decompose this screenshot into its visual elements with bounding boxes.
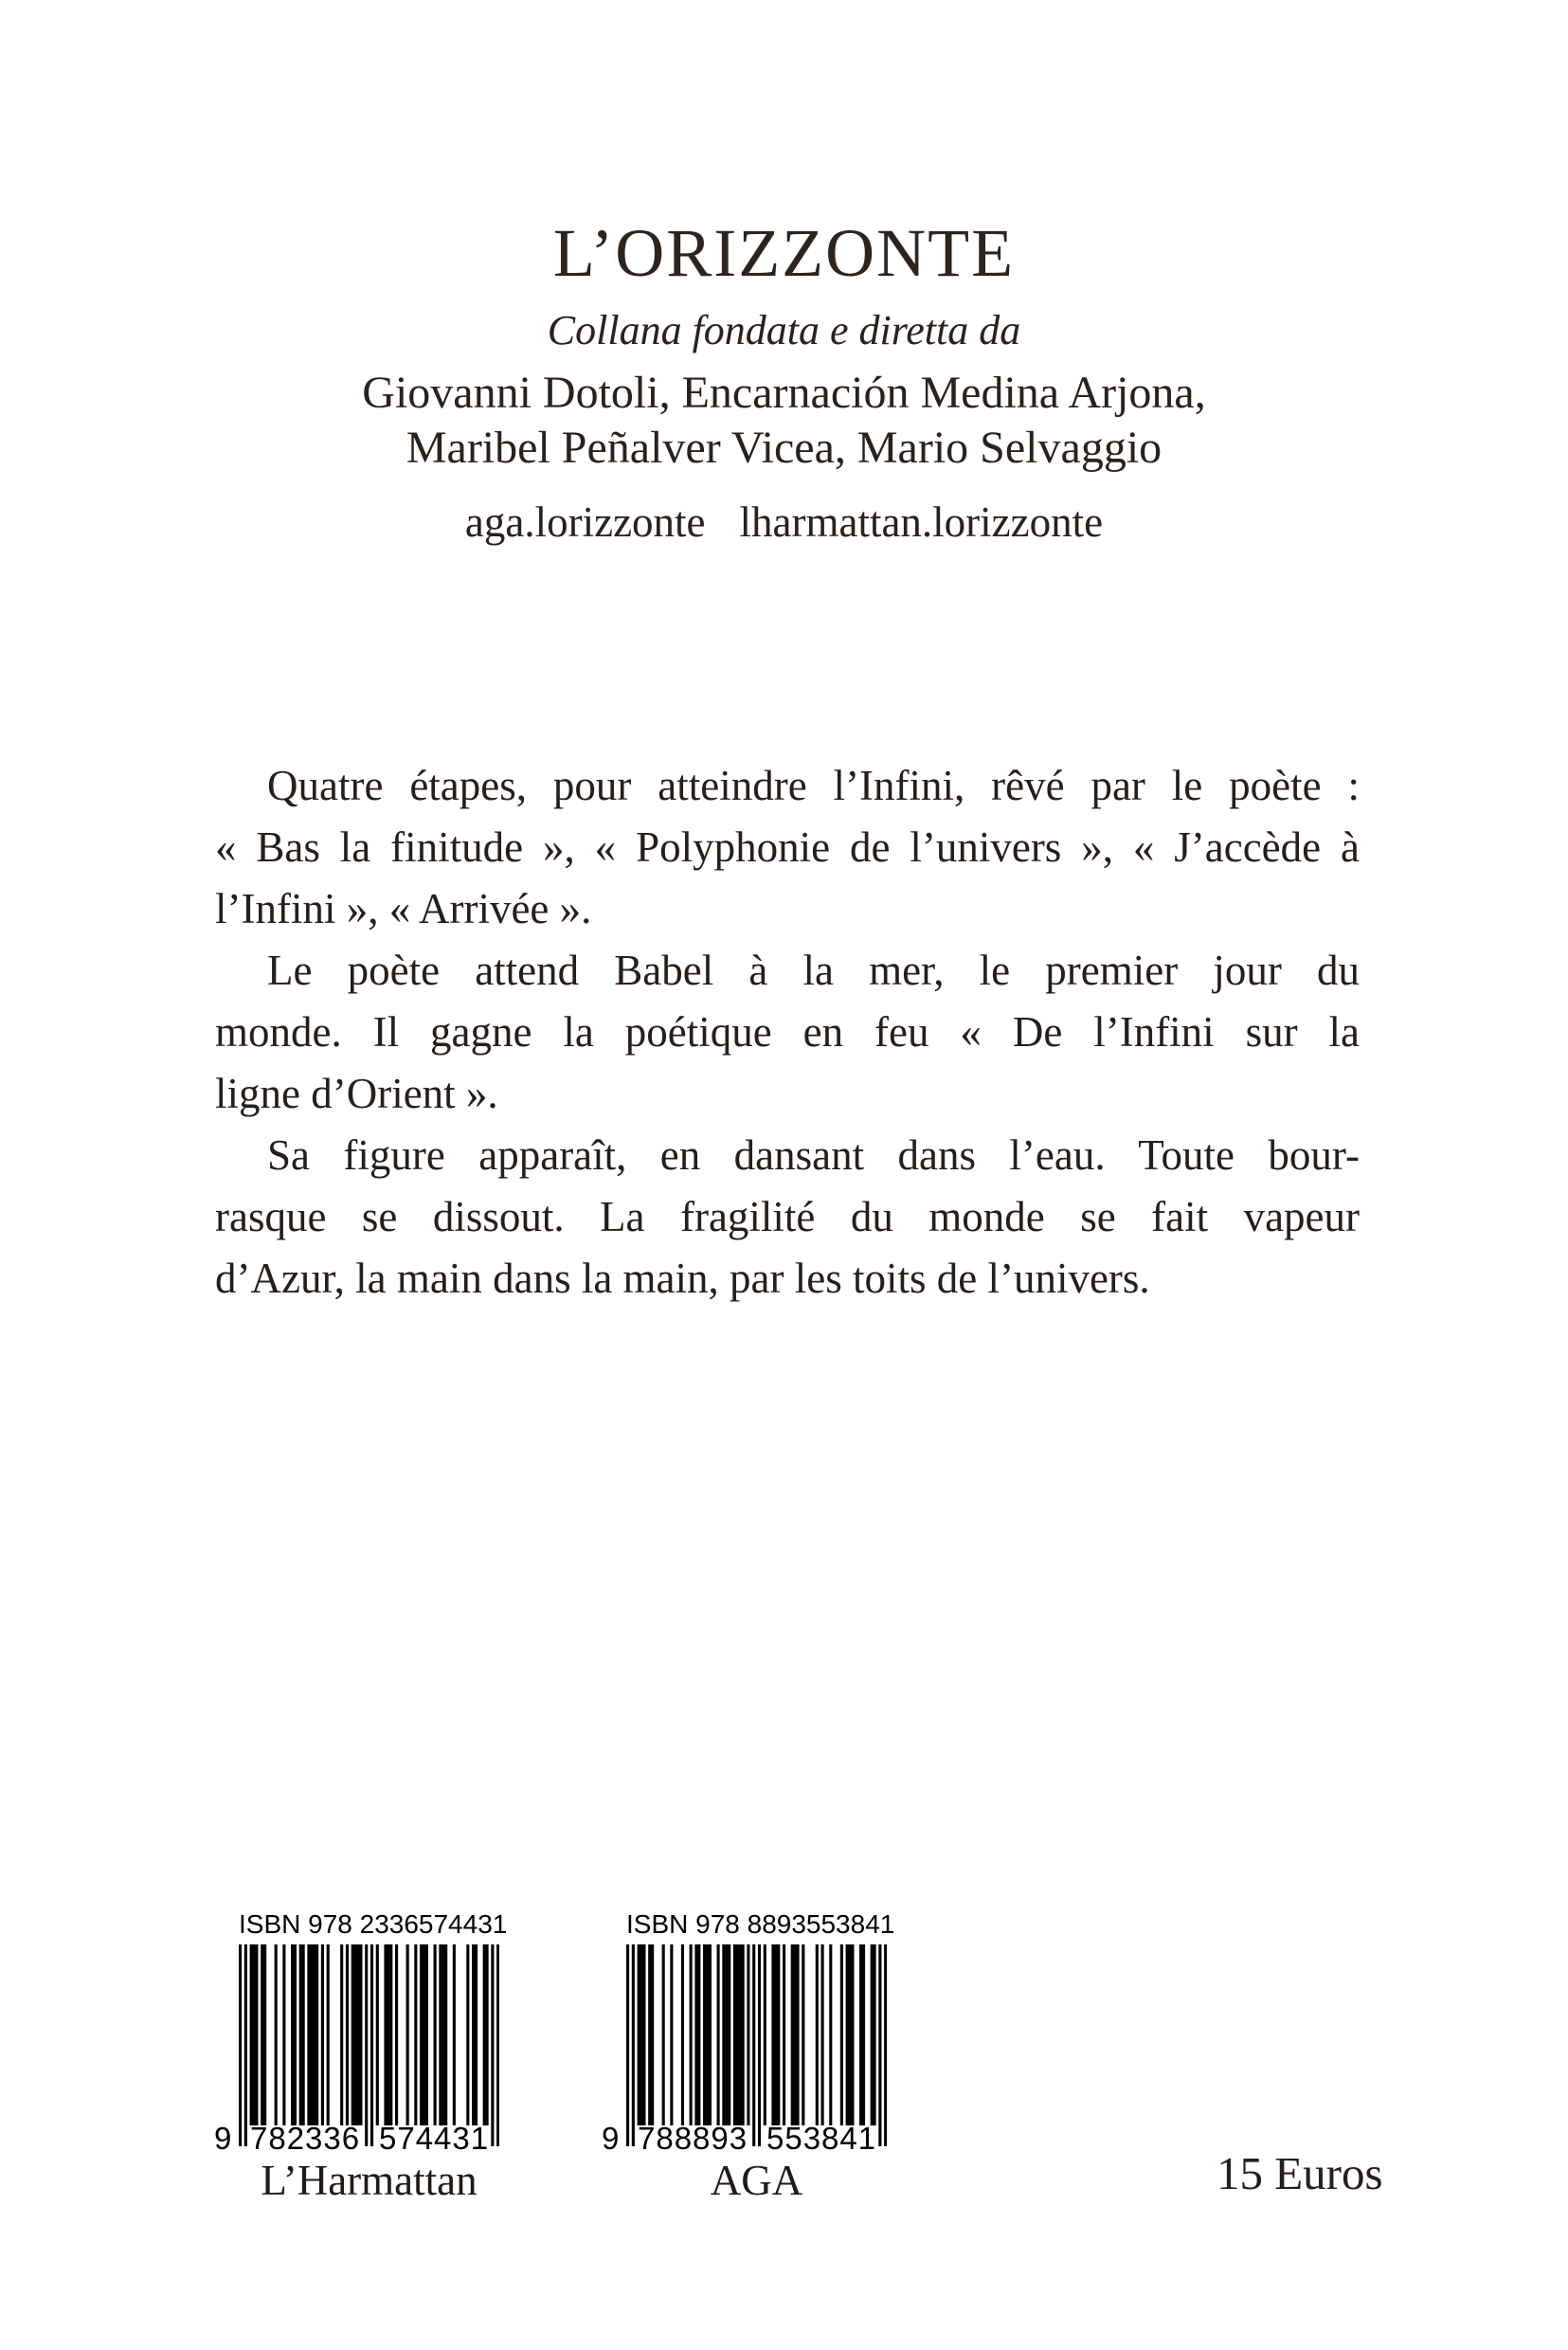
blurb-line: « Bas la finitude », « Polyphonie de l’univers », « J’accède à [215, 823, 1360, 871]
blurb-line: rasque se dissout. La fragilité du monde se fait vapeur [215, 1193, 1360, 1240]
blurb-line: d’Azur, la main dans la main, par les toits de l’univers. [215, 1255, 1150, 1302]
barcode-digit-group: 782336 [250, 2121, 361, 2156]
price-label: 15 Euros [1217, 2147, 1383, 2199]
barcode-block-aga [602, 1909, 895, 2204]
blurb-line: l’Infini », « Arrivée ». [215, 885, 592, 932]
blurb-line: Sa figure apparaît, en dansant dans l’eau. Toute bour- [267, 1131, 1360, 1179]
series-title: L’ORIZZONTE [552, 215, 1016, 291]
isbn-caption: ISBN 978 8893553841 [626, 1909, 895, 1939]
publisher-label-harmattan: L’Harmattan [261, 2157, 478, 2204]
barcode-digit-lead: 9 [602, 2121, 620, 2156]
publisher-label-aga: AGA [710, 2157, 803, 2204]
directors-line-1: Giovanni Dotoli, Encarnación Medina Arjona, [362, 368, 1206, 418]
link-lharmattan-lorizzonte: lharmattan.lorizzonte [739, 498, 1104, 546]
barcode-digit-group: 788893 [638, 2121, 748, 2156]
blurb-line: monde. Il gagne la poétique en feu « De l’Infini sur la [215, 1008, 1360, 1056]
barcode-digit-group: 574431 [379, 2121, 490, 2156]
blurb-line: ligne d’Orient ». [215, 1070, 498, 1117]
blurb [215, 755, 1360, 1310]
barcode-digits [214, 2121, 499, 2156]
barcode-digit-lead: 9 [214, 2121, 232, 2156]
isbn-caption: ISBN 978 2336574431 [239, 1909, 508, 1939]
directors [0, 366, 1568, 476]
barcode-digit-group: 553841 [766, 2121, 877, 2156]
blurb-line: Quatre étapes, pour atteindre l’Infini, rêvé par le poète : [267, 762, 1360, 809]
barcode-digits [602, 2121, 887, 2156]
barcode-block-harmattan [214, 1909, 508, 2204]
link-aga-lorizzonte: aga.lorizzonte [464, 498, 706, 546]
directors-line-2: Maribel Peñalver Vicea, Mario Selvaggio [406, 423, 1162, 473]
links-row [0, 497, 1568, 548]
series-subtitle: Collana fondata e diretta da [547, 307, 1021, 353]
blurb-line: Le poète attend Babel à la mer, le premier jour du [267, 947, 1360, 994]
